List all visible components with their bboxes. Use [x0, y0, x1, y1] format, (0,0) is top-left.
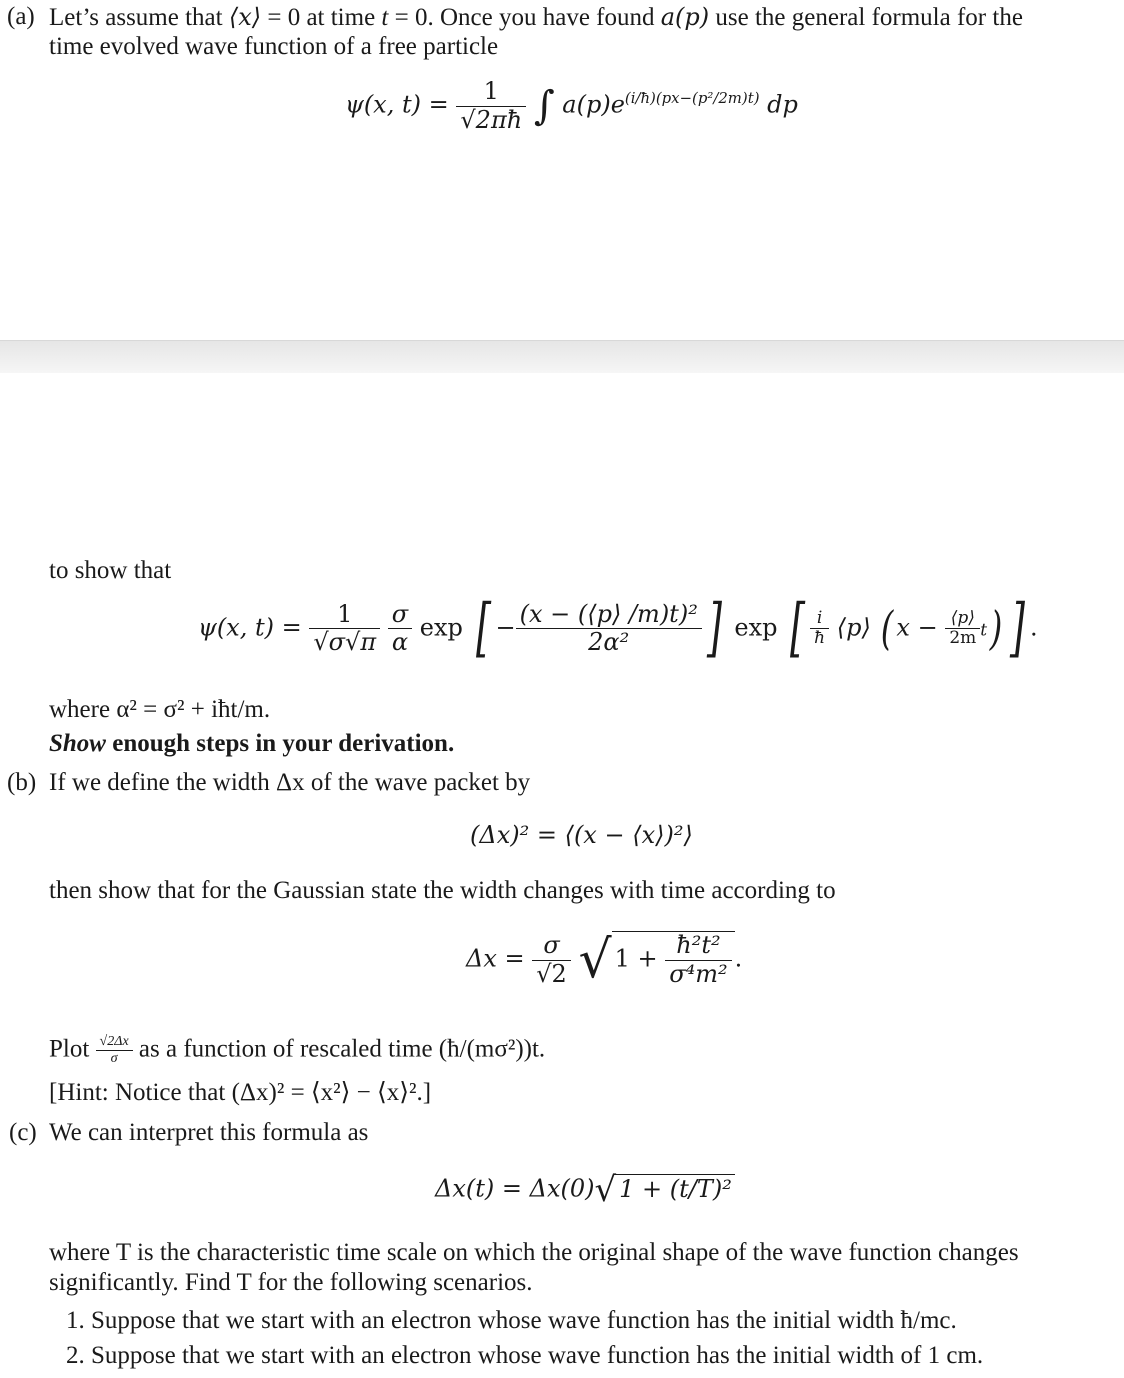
list-item-number: 1.: [66, 1307, 85, 1334]
equation-width-definition: (Δx)² = ⟨(x − ⟨x⟩)²⟩: [470, 821, 693, 849]
integral-sign: ∫: [533, 83, 555, 130]
eq2-f5-denominator: 2m: [949, 628, 977, 649]
eq2-fraction-1: [309, 601, 380, 657]
left-paren: (: [881, 601, 894, 656]
plot-rest: as a function of rescaled time (ħ/(mσ²))t.: [138, 1035, 546, 1063]
part-a-line1: [49, 2, 1023, 33]
eq2-t: t: [980, 620, 988, 641]
eq2-fraction-3: [516, 601, 702, 657]
eq1-denominator: √2πħ: [460, 105, 523, 134]
eq5-lhs: Δx(t) = Δx(0): [435, 1174, 595, 1203]
show-italic: Show: [49, 730, 106, 757]
part-a-line1-start: Let’s assume that: [49, 4, 223, 31]
part-a-eq-zero: = 0 at time: [267, 4, 376, 31]
eq2-f2-numerator: σ: [388, 601, 412, 630]
eq4-numerator: σ: [532, 932, 571, 961]
part-b-intro: If we define the width Δx of the wave packet by: [49, 769, 531, 796]
eq2-f2-denominator: α: [391, 628, 409, 657]
eq4-fraction: [532, 932, 571, 988]
list-item: [66, 1306, 983, 1341]
where-alpha-text: where α² = σ² + iħt/m.: [49, 696, 271, 723]
part-b-then-text: then show that for the Gaussian state the width changes with time according to: [49, 877, 836, 904]
sqrt-sign-2: √: [594, 1170, 617, 1210]
eq4-denominator: √2: [536, 959, 567, 988]
eq2-f1-numerator: 1: [309, 601, 380, 630]
eq2-f4-numerator: i: [810, 609, 829, 630]
exp-function-2: exp: [734, 613, 778, 642]
eq4-one-plus: 1 +: [614, 945, 658, 973]
list-item-number: 2.: [66, 1342, 85, 1369]
right-bracket-1: ]: [706, 591, 722, 665]
part-c-label: (c): [9, 1119, 37, 1146]
part-c-where-line2: significantly. Find T for the following scenarios.: [49, 1269, 533, 1296]
eq1-fraction: [456, 78, 526, 134]
plot-fraction: [96, 1034, 133, 1067]
eq2-x-minus: x −: [896, 613, 938, 642]
a-of-p: a(p): [660, 3, 710, 31]
page-gap-divider: [0, 340, 1124, 373]
eq2-fraction-4: [810, 609, 829, 649]
left-bracket-1: [: [475, 591, 491, 665]
eq1-numerator: 1: [456, 78, 526, 107]
list-item: [66, 1341, 983, 1376]
part-a-label: (a): [7, 3, 35, 30]
list-item-text: Suppose that we start with an electron whose wave function has the initial width of 1 cm.: [91, 1342, 984, 1369]
left-bracket-2: [: [790, 591, 806, 665]
right-paren: ): [989, 601, 1003, 656]
eq2-p-expect: ⟨p⟩: [836, 613, 871, 642]
eq4-inner-denominator: σ⁴m²: [669, 960, 728, 988]
eq1-integrand: a(p)e: [562, 90, 625, 119]
to-show-text: to show that: [49, 557, 172, 584]
plot-numerator: √2Δx: [96, 1034, 133, 1051]
eq2-fraction-2: [388, 601, 412, 657]
eq2-f1-denominator: √σ√π: [313, 628, 377, 657]
equation-wavefunction-integral: [345, 78, 798, 134]
eq5-radicand: 1 + (t/T)²: [616, 1174, 735, 1203]
eq2-lhs: ψ(x, t) =: [198, 613, 302, 642]
show-steps-instruction: [49, 729, 454, 759]
x-expectation: ⟨x⟩: [228, 3, 262, 31]
part-a-line2: time evolved wave function of a free particle: [49, 33, 499, 60]
hint-text: [Hint: Notice that (Δx)² = ⟨x²⟩ − ⟨x⟩².]: [49, 1079, 432, 1106]
eq4-inner-fraction: [665, 932, 731, 988]
part-c-where-line1: where T is the characteristic time scale on which the original shape of the wave function changes: [49, 1239, 1019, 1266]
equation-characteristic-time: [435, 1170, 735, 1210]
list-item-text: Suppose that we start with an electron whose wave function has the initial width ħ/mc.: [91, 1307, 957, 1334]
eq1-exponent: (i/ħ)(px−(p²/2m)t): [624, 88, 760, 107]
equation-gaussian-wavefunction: ψ(x, t) = $\frac{1}{√\sigma√\pi}$ $\frac{\sigma}{\alpha}$ exp [ − $\frac{\text{(x − (⟨p⟩ /m)t)²}}{\text{2α²}}$ ] exp [ $\frac{i}{ħ}$ ⟨p⟩ ( x − $\frac{⟨p⟩}{2m}$ t) ] .: [198, 591, 1038, 665]
eq4-radicand: [612, 931, 735, 988]
eq2-f4-denominator: ħ: [814, 628, 826, 649]
equation-width-evolution: Δx = $\frac{\sigma}{√2}$ √ 1 + $\frac{\text{ħ²t²}}{\text{σ⁴m²}}$ .: [466, 930, 743, 990]
part-a-eq-zero2: = 0. Once you have found: [394, 4, 655, 31]
eq4-inner-numerator: ħ²t²: [665, 932, 731, 961]
eq2-f3-numerator: (x − (⟨p⟩ /m)t)²: [516, 601, 702, 630]
show-bold: enough steps in your derivation.: [112, 730, 455, 757]
scenario-list: [66, 1306, 983, 1376]
right-bracket-2: ]: [1010, 591, 1026, 665]
part-b-label: (b): [7, 769, 37, 796]
plot-instruction: [49, 1034, 545, 1067]
eq1-lhs: ψ(x, t) =: [345, 90, 449, 119]
plot-denominator: σ: [110, 1051, 118, 1067]
t-variable: t: [381, 4, 389, 31]
plot-word: Plot: [49, 1035, 90, 1063]
eq2-f5-numerator: ⟨p⟩: [945, 609, 980, 630]
eq2-fraction-5: [945, 609, 980, 649]
eq2-f3-denominator: 2α²: [588, 628, 630, 657]
eq4-lhs: Δx =: [466, 944, 525, 973]
sqrt-sign: √: [578, 930, 612, 990]
part-a-line1-end: use the general formula for the: [715, 4, 1023, 31]
eq1-dp: dp: [767, 90, 798, 119]
exp-function-1: exp: [419, 613, 463, 642]
part-c-intro: We can interpret this formula as: [49, 1119, 369, 1146]
